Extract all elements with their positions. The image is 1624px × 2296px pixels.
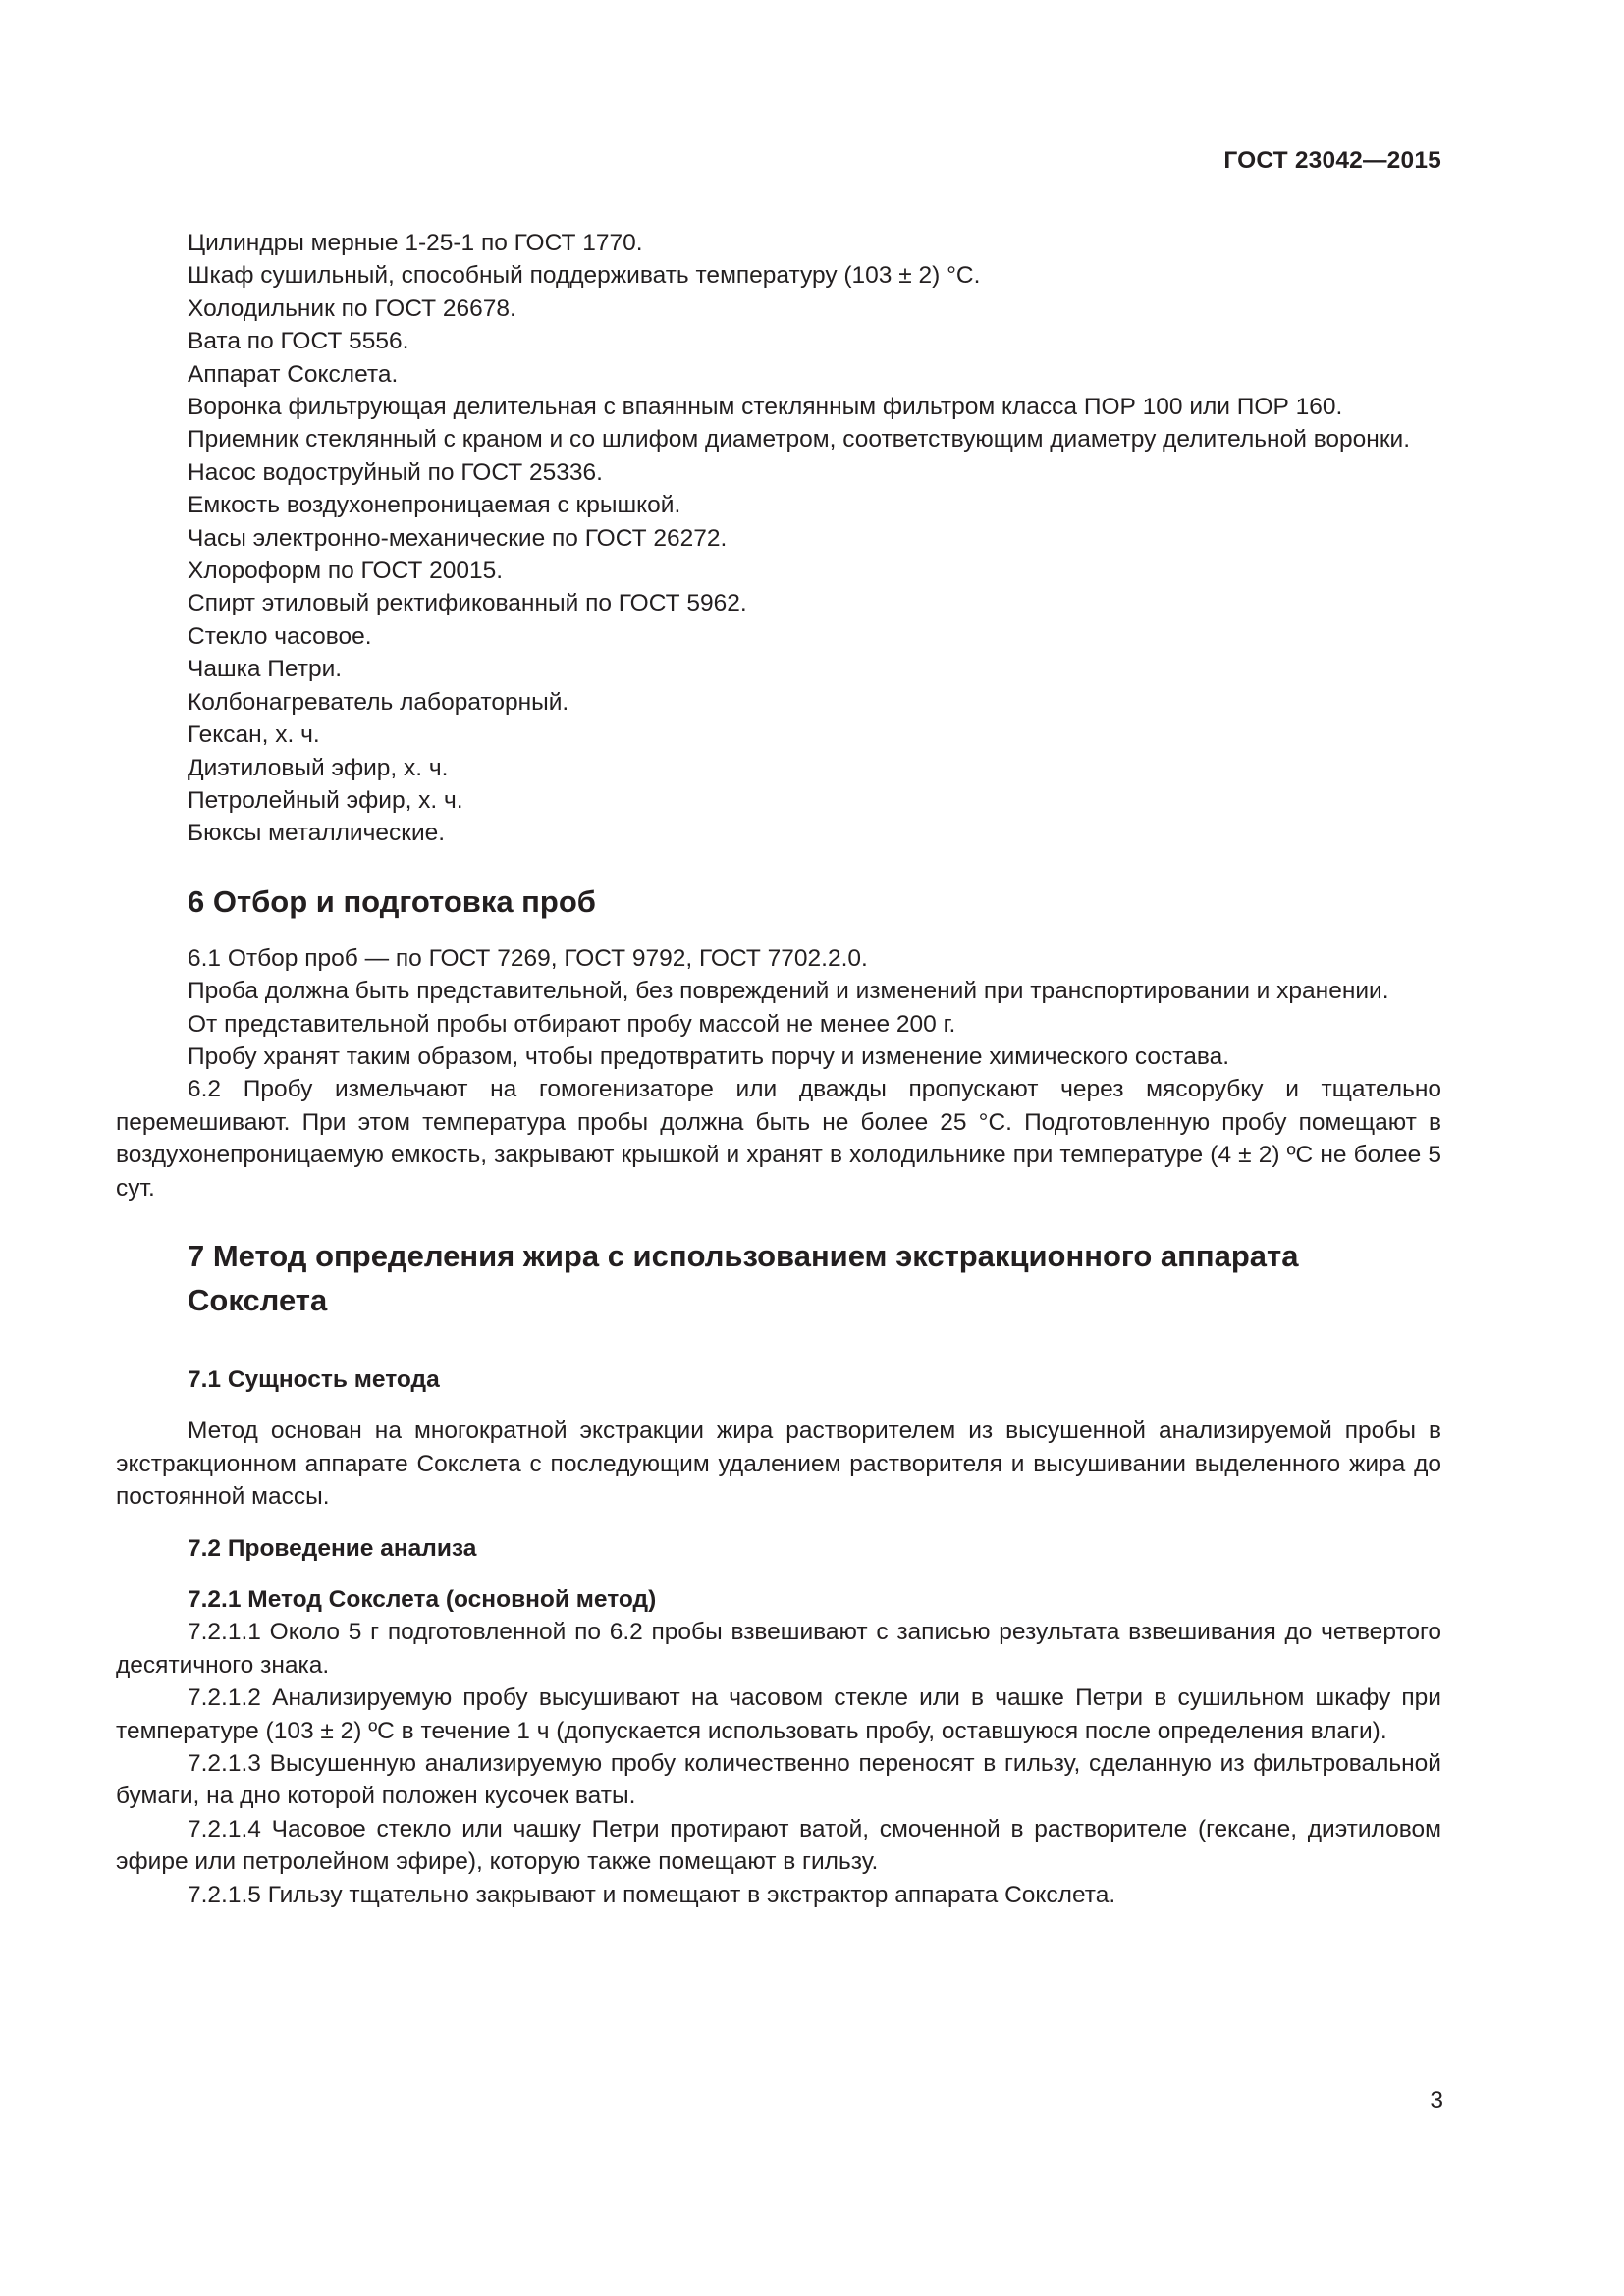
section-6-paragraph: Пробу хранят таким образом, чтобы предотвратить порчу и изменение химического состава. xyxy=(188,1042,1230,1070)
equipment-item: Холодильник по ГОСТ 26678. xyxy=(188,294,516,322)
equipment-item: Часы электронно-механические по ГОСТ 26272. xyxy=(188,524,728,552)
equipment-item: Стекло часовое. xyxy=(188,622,372,650)
document-body xyxy=(116,227,1441,1911)
equipment-item: Шкаф сушильный, способный поддерживать температуру (103 ± 2) °С. xyxy=(188,262,981,290)
document-header-standard-id: ГОСТ 23042—2015 xyxy=(1223,147,1441,174)
step-paragraph: 7.2.1.5 Гильзу тщательно закрывают и помещают в экстрактор аппарата Сокслета. xyxy=(188,1881,1116,1908)
step-paragraph: 7.2.1.1 Около 5 г подготовленной по 6.2 пробы взвешивают с записью результата взвешивания до четвертого десятичного знака. xyxy=(116,1619,1441,1679)
equipment-item: Колбонагреватель лабораторный. xyxy=(188,688,569,716)
section-6-heading: 6 Отбор и подготовка проб xyxy=(188,883,596,919)
equipment-item: Емкость воздухонепроницаемая с крышкой. xyxy=(188,492,681,519)
section-7-1-text: Метод основан на многократной экстракции жира растворителем из высушенной анализируемой пробы в экстракционном аппарате Сокслета с последующим удалением растворителя и высушивании выделенного жира до постоянной массы. xyxy=(116,1417,1441,1511)
equipment-item: Диэтиловый эфир, х. ч. xyxy=(188,754,449,781)
equipment-item: Насос водоструйный по ГОСТ 25336. xyxy=(188,458,603,486)
step-paragraph: 7.2.1.3 Высушенную анализируемую пробу количественно переносят в гильзу, сделанную из фильтровальной бумаги, на дно которой положен кусочек ваты. xyxy=(116,1750,1441,1810)
equipment-item: Воронка фильтрующая делительная с впаянным стеклянным фильтром класса ПОР 100 или ПОР 160. xyxy=(188,394,1343,421)
section-6-paragraph: Проба должна быть представительной, без повреждений и изменений при транспортировании и хранении. xyxy=(188,978,1389,1005)
equipment-item: Приемник стеклянный с краном и со шлифом диаметром, соответствующим диаметру делительной воронки. xyxy=(188,426,1411,454)
equipment-item: Цилиндры мерные 1-25-1 по ГОСТ 1770. xyxy=(188,230,643,256)
equipment-item: Спирт этиловый ректификованный по ГОСТ 5962. xyxy=(188,590,747,617)
equipment-item: Петролейный эфир, х. ч. xyxy=(188,786,463,814)
section-6-paragraph: От представительной пробы отбирают пробу массой не менее 200 г. xyxy=(188,1010,956,1038)
equipment-item: Бюксы металлические. xyxy=(188,820,446,847)
section-7-2-1-heading: 7.2.1 Метод Сокслета (основной метод) xyxy=(188,1586,657,1613)
equipment-item: Чашка Петри. xyxy=(188,656,343,683)
section-7-1-heading: 7.1 Сущность метода xyxy=(188,1365,440,1393)
equipment-item: Гексан, х. ч. xyxy=(188,721,320,749)
section-7-heading: 7 Метод определения жира с использованием экстракционного аппарата Сокслета xyxy=(188,1238,1299,1317)
page-number: 3 xyxy=(1430,2087,1443,2113)
section-7-2-heading: 7.2 Проведение анализа xyxy=(188,1534,477,1562)
equipment-item: Вата по ГОСТ 5556. xyxy=(188,328,409,355)
step-paragraph: 7.2.1.2 Анализируемую пробу высушивают на часовом стекле или в чашке Петри в сушильном шкафу при температуре (103 ± 2) ºС в течение 1 ч (допускается использовать пробу, оставшуюся после определения влаги). xyxy=(116,1684,1441,1744)
section-6-paragraph: 6.1 Отбор проб — по ГОСТ 7269, ГОСТ 9792, ГОСТ 7702.2.0. xyxy=(188,944,868,972)
step-paragraph: 7.2.1.4 Часовое стекло или чашку Петри протирают ватой, смоченной в растворителе (гексане, диэтиловом эфире или петролейном эфире), которую также помещают в гильзу. xyxy=(116,1815,1441,1876)
section-6-paragraph: 6.2 Пробу измельчают на гомогенизаторе или дважды пропускают через мясорубку и тщательно перемешивают. При этом температура пробы должна быть не более 25 °С. Подготовленную пробу помещают в воздухонепроницаемую емкость, закрывают крышкой и хранят в холодильнике при температуре (4 ± 2) ºС не более 5 сут. xyxy=(116,1076,1441,1201)
equipment-item: Хлороформ по ГОСТ 20015. xyxy=(188,558,504,585)
equipment-item: Аппарат Сокслета. xyxy=(188,360,399,388)
